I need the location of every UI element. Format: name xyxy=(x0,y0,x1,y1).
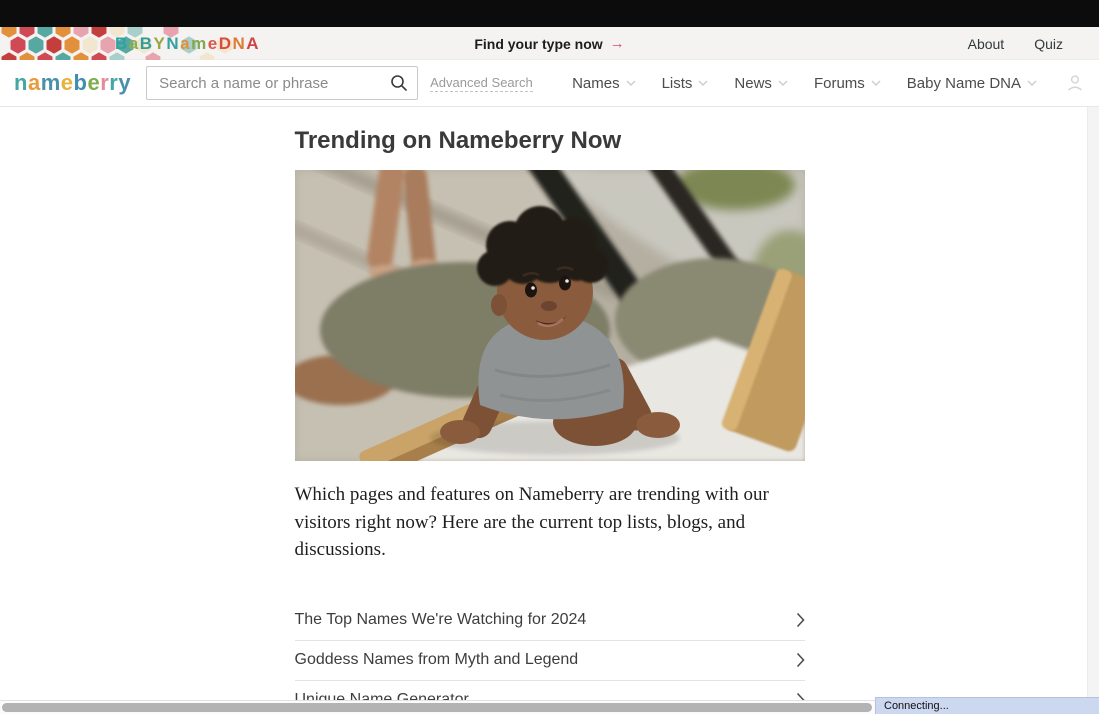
user-account-button[interactable] xyxy=(1065,73,1085,93)
chevron-right-icon xyxy=(796,652,805,668)
vertical-scrollbar[interactable] xyxy=(1087,107,1099,700)
hero-baby-photo xyxy=(295,170,805,461)
find-your-type-link[interactable] xyxy=(0,27,1099,60)
nav-item-label: Forums xyxy=(813,74,865,92)
nav-item-lists[interactable] xyxy=(662,75,709,92)
chevron-down-icon xyxy=(778,80,788,86)
horizontal-scrollbar-thumb[interactable] xyxy=(2,703,872,712)
chevron-down-icon xyxy=(698,80,708,86)
search-input[interactable] xyxy=(146,66,418,100)
search-icon[interactable] xyxy=(390,74,408,97)
chevron-down-icon xyxy=(1027,80,1037,86)
about-link[interactable]: About xyxy=(967,35,1005,52)
nav-item-news[interactable] xyxy=(734,75,788,92)
page-title: Trending on Nameberry Now xyxy=(294,127,622,154)
intro-paragraph: Which pages and features on Nameberry are trending with our visitors right now? Here are the current top lists, blogs, and discussions. xyxy=(294,484,769,561)
promo-bar xyxy=(0,27,1099,60)
main-content xyxy=(295,127,805,714)
connecting-status-text: Connecting... xyxy=(884,700,949,712)
trending-link-goddess-names[interactable] xyxy=(295,641,805,681)
find-your-type-label: Find your type now xyxy=(474,35,603,52)
nav-item-label: Baby Name DNA xyxy=(906,74,1021,92)
chevron-right-icon xyxy=(796,612,805,628)
link-label: The Top Names We're Watching for 2024 xyxy=(294,611,587,629)
main-nav-bar xyxy=(0,60,1099,107)
nameberry-logo[interactable]: nameberry xyxy=(14,70,132,95)
nav-item-forums[interactable] xyxy=(814,75,881,92)
browser-status-bubble xyxy=(875,697,1099,714)
link-label: Goddess Names from Myth and Legend xyxy=(294,651,579,669)
nav-item-label: Names xyxy=(572,74,620,92)
nav-items xyxy=(572,73,1085,93)
chevron-down-icon xyxy=(626,80,636,86)
chevron-down-icon xyxy=(871,80,881,86)
nav-item-label: Lists xyxy=(661,74,693,92)
promo-links xyxy=(968,27,1063,60)
trending-link-top-names-2024[interactable] xyxy=(295,601,805,641)
nav-item-names[interactable] xyxy=(572,75,636,92)
nav-item-label: News xyxy=(734,74,772,92)
user-icon xyxy=(1065,73,1085,93)
advanced-search-link[interactable]: Advanced Search xyxy=(430,74,533,90)
trending-link-list xyxy=(295,601,805,714)
top-black-bar xyxy=(0,0,1099,27)
search-box xyxy=(146,66,418,100)
right-arrow-icon: → xyxy=(609,35,625,52)
quiz-link[interactable]: Quiz xyxy=(1034,35,1063,52)
nav-item-baby-name-dna[interactable] xyxy=(907,75,1037,92)
baby-name-dna-logo: B a B Y N a m e D N A xyxy=(115,33,261,53)
